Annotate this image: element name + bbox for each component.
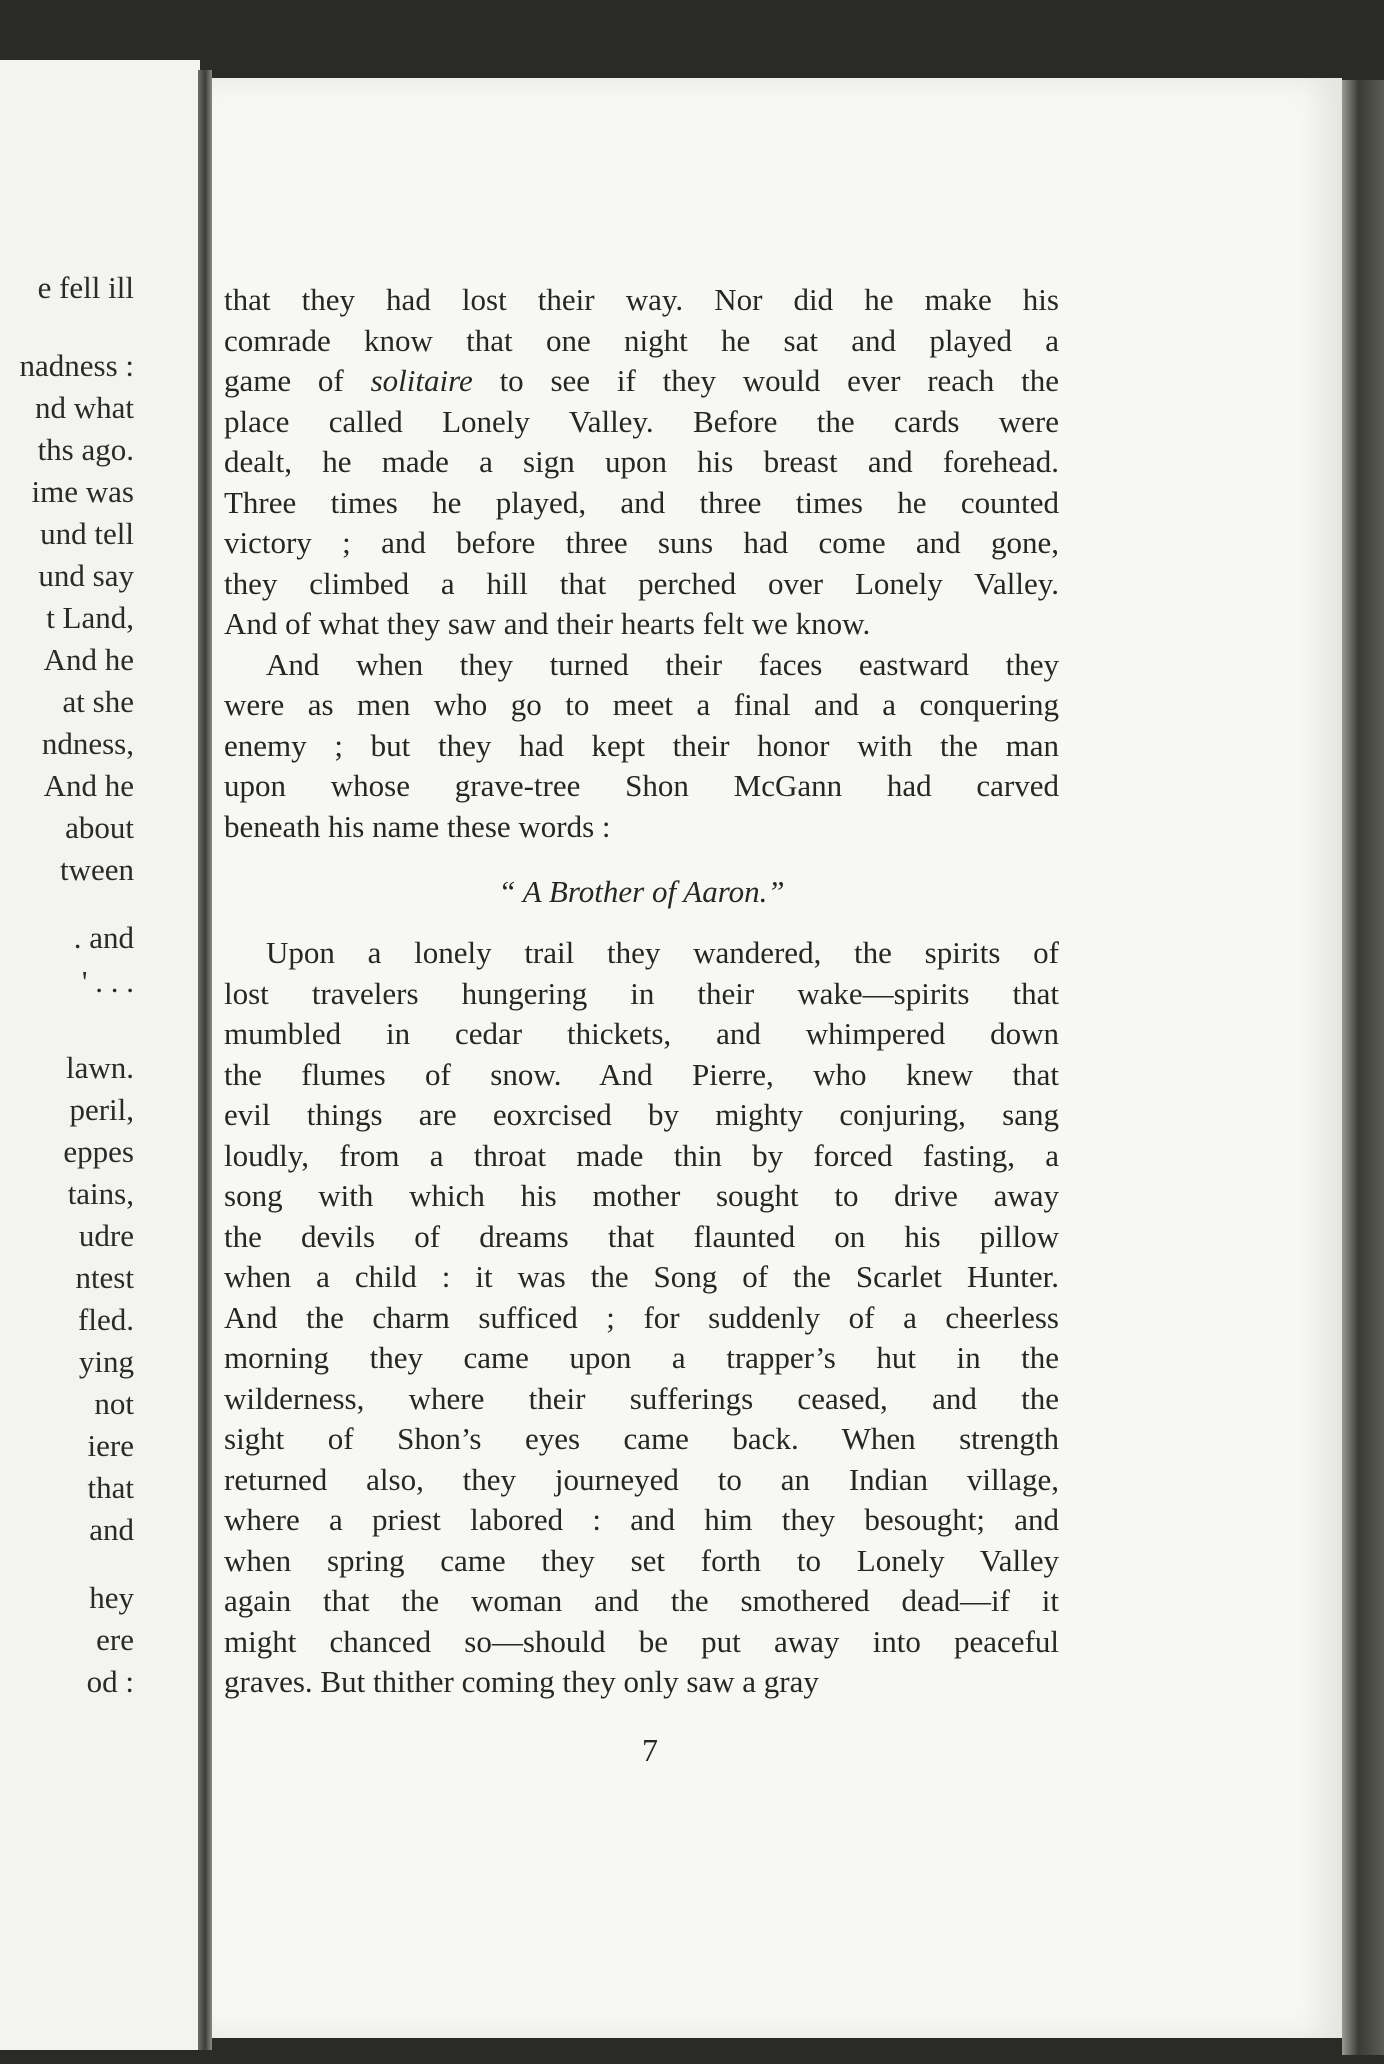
left-page-fragment: und tell xyxy=(40,516,134,551)
text-line: graves. But thither coming they only saw a gray xyxy=(224,1664,819,1699)
paragraph-2 xyxy=(224,645,1059,848)
text-line: loudly, from a throat made thin by forced fasting, a xyxy=(224,1137,1059,1173)
text-line: place called Lonely Valley. Before the cards were xyxy=(224,403,1059,439)
page-edge xyxy=(1342,80,1384,2055)
text-line: returned also, they journeyed to an Indian village, xyxy=(224,1461,1059,1497)
left-page-fragment: hey xyxy=(89,1580,134,1615)
left-page-fragment: und say xyxy=(38,558,134,593)
book-spine xyxy=(198,70,212,2050)
text-line: comrade know that one night he sat and played a xyxy=(224,322,1059,358)
text-line: Three times he played, and three times he counted xyxy=(224,484,1059,520)
text-line: were as men who go to meet a final and a conquering xyxy=(224,687,1059,722)
text-line: wilderness, where their sufferings ceased, and the xyxy=(224,1380,1059,1416)
left-page-fragment: nd what xyxy=(34,390,134,425)
left-page-fragment: e fell ill xyxy=(37,270,134,305)
epitaph-line: “ A Brother of Aaron.” xyxy=(498,874,785,909)
left-page-fragment: . and xyxy=(73,920,134,955)
left-page-fragment: eppes xyxy=(63,1134,134,1169)
text-line: when spring came they set forth to Lonely Valley xyxy=(224,1542,1059,1578)
left-page-fragment: t Land, xyxy=(46,600,134,635)
text-line: song with which his mother sought to drive away xyxy=(224,1178,1059,1213)
left-page-fragment: ths ago. xyxy=(37,432,134,467)
text-line: the flumes of snow. And Pierre, who knew that xyxy=(224,1056,1059,1092)
left-page xyxy=(0,60,200,2050)
left-page-fragment: ntest xyxy=(75,1260,134,1295)
left-page-fragment: lawn. xyxy=(65,1050,134,1085)
left-page-fragment: and xyxy=(89,1512,134,1547)
text-line xyxy=(224,361,1059,402)
text-line: victory ; and before three suns had come and gone, xyxy=(224,525,1059,560)
text-line: that they had lost their way. Nor did he make his xyxy=(224,282,1059,317)
text-line: the devils of dreams that flaunted on his pillow xyxy=(224,1218,1059,1254)
left-page-fragment: about xyxy=(65,810,134,845)
paragraph-3 xyxy=(224,933,1059,1703)
text-line: when a child : it was the Song of the Scarlet Hunter. xyxy=(224,1259,1059,1294)
text-line: And the charm sufficed ; for suddenly of a cheerless xyxy=(224,1299,1059,1335)
text-line: sight of Shon’s eyes came back. When strength xyxy=(224,1421,1059,1456)
left-page-fragment: And he xyxy=(43,642,134,677)
text-line: enemy ; but they had kept their honor with the man xyxy=(224,727,1059,763)
text-line: And of what they saw and their hearts felt we know. xyxy=(224,606,871,641)
left-page-fragment: ere xyxy=(96,1622,134,1657)
text-line: beneath his name these words : xyxy=(224,808,611,844)
left-page-fragment: And he xyxy=(43,768,134,803)
text-line: lost travelers hungering in their wake—spirits that xyxy=(224,975,1059,1011)
left-page-fragment: peril, xyxy=(69,1092,134,1127)
text-run: game of xyxy=(224,363,371,398)
page-text xyxy=(224,280,1059,1703)
text-run: to see if they would ever reach the xyxy=(472,363,1059,398)
left-page-fragment: nadness : xyxy=(19,348,134,383)
text-line: mumbled in cedar thickets, and whimpered down xyxy=(224,1016,1059,1051)
text-line: they climbed a hill that perched over Lonely Valley. xyxy=(224,565,1059,601)
text-line: upon whose grave-tree Shon McGann had carved xyxy=(224,768,1059,803)
left-page-fragment: od : xyxy=(86,1664,134,1699)
paragraph-1 xyxy=(224,280,1059,645)
left-page-fragment: that xyxy=(87,1470,134,1505)
text-line: might chanced so—should be put away into peaceful xyxy=(224,1623,1059,1659)
italic-word: solitaire xyxy=(370,363,473,398)
left-page-fragment: not xyxy=(94,1386,134,1421)
left-page-fragment: udre xyxy=(78,1218,134,1253)
left-page-fragment: ime was xyxy=(31,474,134,509)
left-page-fragment: ying xyxy=(78,1344,134,1379)
left-page-fragment: iere xyxy=(87,1428,134,1463)
text-line: where a priest labored : and him they besought; and xyxy=(224,1502,1059,1537)
text-line: dealt, he made a sign upon his breast and forehead. xyxy=(224,444,1059,479)
left-page-fragment: ndness, xyxy=(41,726,134,761)
text-line: again that the woman and the smothered dead—if it xyxy=(224,1583,1059,1618)
text-line: evil things are eoxrcised by mighty conjuring, sang xyxy=(224,1097,1059,1132)
text-line: Upon a lonely trail they wandered, the spirits of xyxy=(266,935,1059,970)
page-number: 7 xyxy=(642,1732,658,1768)
left-page-fragment: fled. xyxy=(78,1302,134,1337)
left-page-fragment: ' . . . xyxy=(81,964,134,999)
text-line: morning they came upon a trapper’s hut in the xyxy=(224,1340,1059,1375)
left-page-fragment: tains, xyxy=(67,1176,134,1211)
text-line: And when they turned their faces eastward they xyxy=(266,646,1059,682)
left-page-fragment: tween xyxy=(59,852,134,887)
left-page-fragment: at she xyxy=(62,684,134,719)
